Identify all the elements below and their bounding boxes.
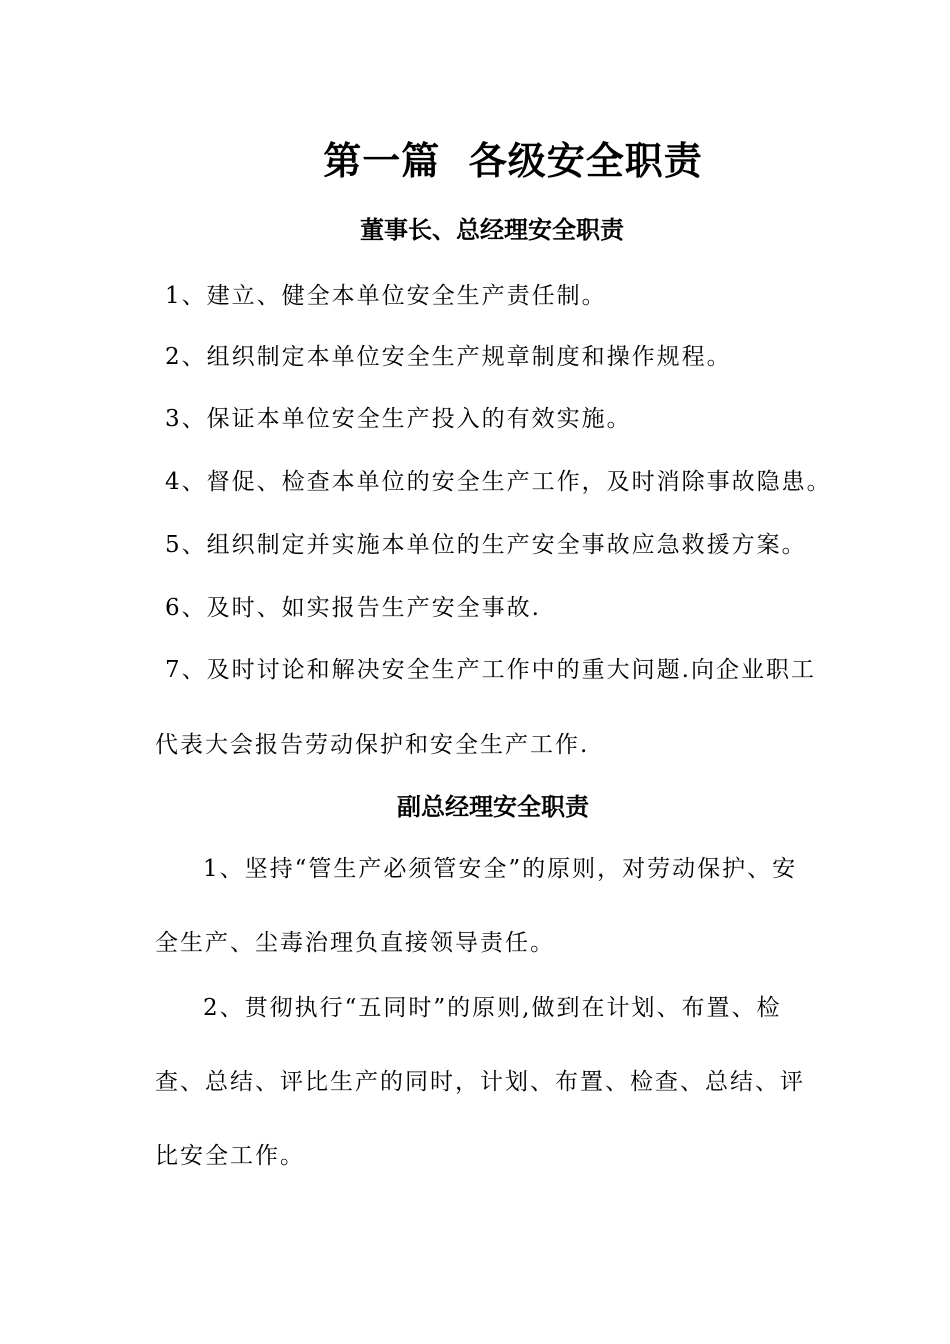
vice-duty-2-cont-b: 比安全工作。 xyxy=(155,1143,305,1169)
section-heading-chairman: 董事长、总经理安全职责 xyxy=(360,215,624,244)
chairman-duty-7-cont: 代表大会报告劳动保护和安全生产工作. xyxy=(155,732,590,758)
chairman-duty-3: 3、保证本单位安全生产投入的有效实施。 xyxy=(165,406,632,432)
chairman-duty-5: 5、组织制定并实施本单位的生产安全事故应急救援方案。 xyxy=(165,532,807,558)
section-heading-vice-manager: 副总经理安全职责 xyxy=(397,792,589,821)
vice-duty-2-cont-a: 查、总结、评比生产的同时，计划、布置、检查、总结、评 xyxy=(155,1069,805,1095)
vice-duty-1: 1、坚持“管生产必须管安全”的原则，对劳动保护、安 xyxy=(203,856,798,882)
document-title: 第一篇 各级安全职责 xyxy=(323,138,703,183)
chairman-duty-6: 6、及时、如实报告生产安全事故. xyxy=(165,595,541,621)
chairman-duty-7: 7、及时讨论和解决安全生产工作中的重大问题.向企业职工 xyxy=(165,657,816,683)
chairman-duty-2: 2、组织制定本单位安全生产规章制度和操作规程。 xyxy=(165,344,732,370)
chairman-duty-4: 4、督促、检查本单位的安全生产工作，及时消除事故隐患。 xyxy=(165,469,832,495)
vice-duty-2: 2、贯彻执行“五同时”的原则,做到在计划、布置、检 xyxy=(203,995,782,1021)
chairman-duty-1: 1、建立、健全本单位安全生产责任制。 xyxy=(165,283,607,309)
vice-duty-1-cont: 全生产、尘毒治理负直接领导责任。 xyxy=(155,930,555,956)
